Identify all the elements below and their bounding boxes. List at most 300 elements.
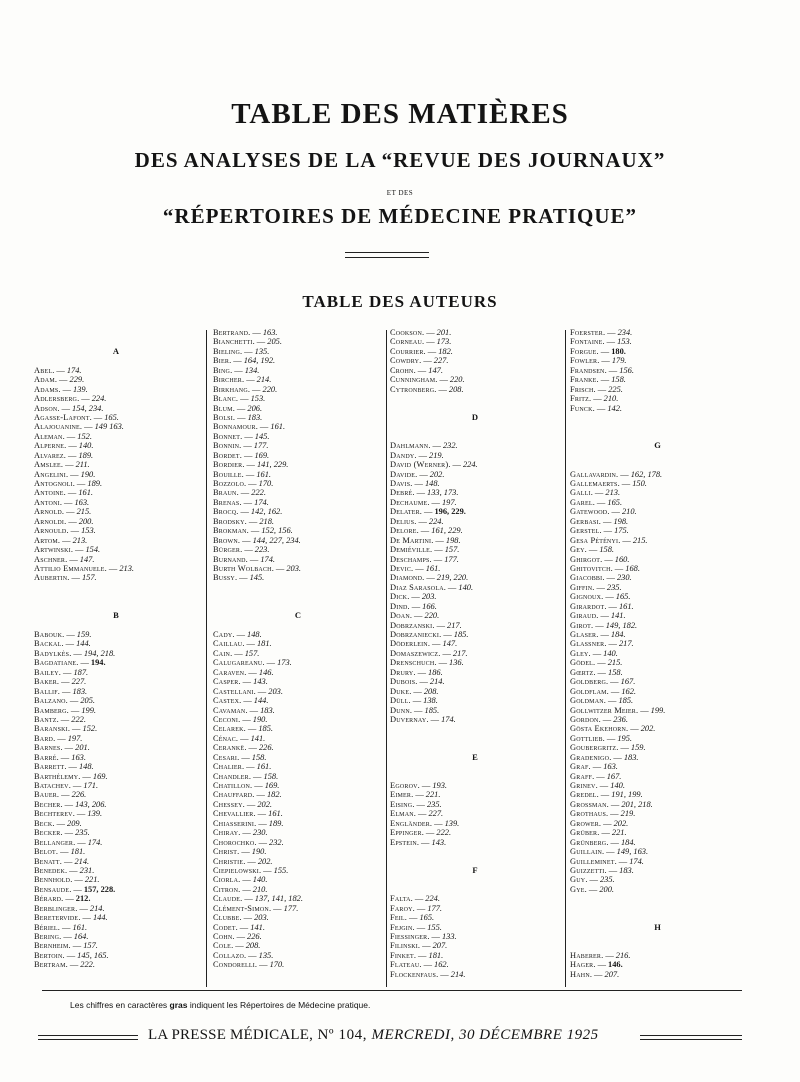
author-name: Chatillon [213,781,251,790]
page-reference: 173. [277,658,292,668]
author-entry: Ceconi. — 190. [213,714,268,724]
author-entry: Arnold. — 215. [34,507,92,517]
author-entry: Cavaman. — 183. [213,705,275,715]
page-reference: 181. [428,950,444,960]
author-name: Bussy [213,573,235,583]
author-name: Condorelli [213,960,255,970]
page-reference: 147. [442,639,458,649]
author-entry: Baranski. — 152. [34,724,98,734]
author-name: Guy [570,875,586,885]
author-entry: Baker. — 227. [34,677,87,687]
page-reference: 160. [614,554,630,564]
page-reference: 181. [70,847,86,857]
author-name: Grower [570,818,599,828]
page-reference: 206. [247,403,263,413]
author-entry: Debré. — 133, 173. [390,488,459,498]
author-name: Aschner [34,554,66,564]
author-entry: Cain. — 157. [213,648,260,658]
author-entry: Domaszewicz. — 217. [390,648,468,658]
author-name: Babouk [34,630,63,639]
author-entry: Bellanger. — 174. [34,837,103,847]
author-entry: Gösta Ekehorn. — 202. [570,724,656,734]
page-reference: 154, 234. [72,403,104,413]
page-reference: 166. [422,601,437,611]
author-name: Franke [570,375,597,385]
author-name: Barnes [34,743,61,753]
author-name: Crohn [390,365,414,375]
author-entry: Bering. — 164. [34,932,89,941]
author-name: Davide [390,469,416,479]
page-reference: 201, 218. [621,799,653,809]
page-reference: 135. [258,950,274,960]
author-name: Cookson [390,328,422,337]
author-entry: Epstein. — 143. [390,837,447,847]
author-name: Dahlmann [390,441,429,451]
letter-heading: E [472,751,478,762]
page-reference: 162. [434,960,449,970]
author-entry: Engländer. — 139. [390,818,460,828]
author-entry: Gey. — 158. [570,545,614,555]
spacer [34,592,198,601]
author-entry: Cole. — 208. [213,941,261,951]
author-entry: Dahlmann. — 232. [390,441,458,451]
page-reference: 140. [610,781,625,790]
author-entry: Citron. — 210. [213,884,268,894]
author-name: Blum [213,403,233,413]
author-name: Bauer [34,790,57,800]
author-entry: Claude. — 137, 141, 182. [213,894,303,904]
author-entry: Blanc. — 153. [213,394,266,404]
letter-heading: G [654,440,661,451]
footnote [70,1000,370,1010]
page-reference: 221. [84,875,100,885]
page-reference: 203. [286,563,301,573]
author-entry: Dunn. — 185. [390,705,440,715]
author-entry: Dick. — 203. [390,592,437,602]
author-entry: Dandy. — 219. [390,450,444,460]
author-entry: Adams. — 139. [34,384,88,394]
spacer [390,422,560,431]
author-name: Graf [570,762,589,772]
page-reference: 143, 206. [75,799,107,809]
author-name: Bürger [213,545,241,555]
author-entry: Flockenfaus. — 214. [390,969,466,979]
author-name: Beretervide [34,913,79,923]
author-name: Grinev [570,781,596,790]
author-entry: Bennhold. — 221. [34,875,100,885]
spacer [390,762,560,771]
author-entry: Gesa Pétényi. — 215. [570,535,648,545]
page-reference: 144, 227, 234. [252,535,301,545]
author-entry: Belot. — 181. [34,847,86,857]
page-reference: 156. [619,365,634,375]
author-name: Ballif [34,686,58,696]
page-reference: 145, 165. [77,950,109,960]
page-reference: 224. [462,460,478,470]
author-entry: Beretervide. — 144. [34,913,108,923]
author-name: Christ [213,847,238,857]
author-entry: Egorov. — 193. [390,781,447,790]
page-reference: 149, 182. [605,620,638,630]
page-reference: 185. [618,696,634,706]
page-reference: 157, 228. [83,884,116,894]
page-reference: 210. [621,507,637,517]
author-entry: Falta. — 224. [390,894,440,904]
author-entry: Arnould. — 153. [34,526,96,536]
page-reference: 205. [80,696,95,706]
footnote-bold-word: gras [169,1000,188,1010]
page-footer [0,1026,800,1046]
author-entry: Bard. — 197. [34,733,83,743]
author-entry: Galli. — 213. [570,488,621,498]
page-reference: 189. [268,818,284,828]
author-entry: Dubois. — 214. [390,677,445,687]
author-name: Eimer [390,790,412,800]
author-entry: Glassner. — 217. [570,639,634,649]
author-entry: Feil. — 165. [390,913,435,923]
author-entry: Graf. — 163. [570,762,618,772]
author-name: Domaszewicz [390,648,439,658]
author-entry: Garel. — 165. [570,497,623,507]
issue-number: Nº 104, [317,1027,368,1043]
author-entry: Aleman. — 152. [34,431,92,441]
author-name: Agasse-Lafont [34,412,90,422]
page-reference: 207. [432,941,448,951]
page-reference: 191, 199. [611,790,643,800]
author-entry: Calugareanu. — 173. [213,658,292,668]
author-entry: Barnes. — 201. [34,743,90,753]
author-entry: Bamberg. — 199. [34,705,96,715]
author-entry: Barrett. — 148. [34,762,94,772]
author-entry: Antoine. — 161. [34,488,93,498]
page-reference: 226. [258,743,274,753]
author-name: Dick [390,592,408,602]
page-reference: 199. [650,705,666,715]
author-name: Gesa Pétényi [570,535,619,545]
author-name: Gollwitzer Meier [570,705,636,715]
author-name: Bertram [34,960,66,970]
author-name: Bériel [34,922,58,932]
page-reference: 220. [424,611,440,621]
author-entry: Brocq. — 142, 162. [213,507,283,517]
author-entry: Chandler. — 158. [213,771,279,781]
page-reference: 227. [428,809,444,819]
page-reference: 175. [614,526,629,536]
author-name: Goldberg [570,677,606,687]
page-reference: 209. [67,818,82,828]
page-reference: 147. [428,365,443,375]
author-name: Bérard [34,894,62,904]
author-entry: Angelini. — 190. [34,469,96,479]
page-reference: 174. [254,497,269,507]
page-reference: 164, 192. [243,356,276,366]
page-reference: 158. [599,545,614,555]
author-name: David (Werner) [390,460,449,470]
spacer [570,932,745,941]
author-entry: Fowler. — 179. [570,356,627,366]
page-reference: 161. [618,601,634,611]
subtitle: DES ANALYSES DE LA “REVUE DES JOURNAUX” [134,148,666,172]
page-reference: 207. [604,969,620,979]
page-reference: 232. [442,441,458,451]
author-name: Brokman [213,526,247,536]
author-entry: Babouk. — 159. [34,630,92,639]
author-entry: Cénac. — 141. [213,733,266,743]
page-reference: 137, 141, 182. [254,894,303,904]
author-entry: Christ. — 190. [213,847,267,857]
page-reference: 189. [78,450,94,460]
subtitle-connector: ET DES [386,189,414,197]
author-name: Chiasserini [213,818,255,828]
author-name: Cain [213,648,231,658]
page-reference: 190. [252,714,268,724]
author-entry: Chauffard. — 182. [213,790,282,800]
author-name: Egorov [390,781,418,790]
author-name: Eppinger [390,828,422,838]
author-name: Barrett [34,762,65,772]
author-entry: Bing. — 134. [213,365,260,375]
page-reference: 161, 229. [431,526,463,536]
page-reference: 200. [78,516,94,526]
author-column-4 [570,328,745,988]
spacer [570,894,745,903]
page-reference: 221. [611,828,627,838]
author-entry: Chevallier. — 161. [213,809,283,819]
page-reference: 220. [449,375,465,385]
author-entry: Bürger. — 223. [213,545,270,555]
author-name: Hager [570,960,594,970]
page-reference: 217. [618,639,634,649]
author-name: Doan [390,611,410,621]
author-entry: Gredel. — 191, 199. [570,790,643,800]
page-reference: 223. [254,545,270,555]
page-reference: 214. [74,856,90,866]
author-name: De Martini [390,535,432,545]
page-reference: 144. [76,639,91,649]
page-reference: 211. [75,460,90,470]
author-entry: Doan. — 220. [390,611,440,621]
author-name: Cénac [213,733,236,743]
author-entry: Döderlein. — 147. [390,639,458,649]
author-name: Hahn [570,969,590,979]
author-name: Cole [213,941,232,951]
page-reference: 220. [262,384,278,394]
author-name: Dunn [390,705,410,715]
page-reference: 163. [71,752,86,762]
page-reference: 186. [428,667,443,677]
author-name: Gödel [570,658,594,668]
author-name: Collazo [213,950,244,960]
page-reference: 182. [438,346,453,356]
page-reference: 174. [87,837,103,847]
page-reference: 224. [91,394,107,404]
author-name: Fontaine [570,337,603,347]
author-entry: Cerankë. — 226. [213,743,274,753]
author-entry: Bier. — 164, 192. [213,356,276,366]
author-name: Foerster [570,328,603,337]
author-name: Benedek [34,865,65,875]
author-entry: Guizzetti. — 183. [570,865,634,875]
author-entry: Haberer. — 216. [570,950,631,960]
author-entry: Davide. — 202. [390,469,445,479]
author-entry: Cowdry. — 227. [390,356,449,366]
author-name: Glassner [570,639,605,649]
author-entry: Barthélemy. — 169. [34,771,108,781]
author-name: Bonnet [213,431,241,441]
author-name: Burnand [213,554,246,564]
author-name: Blanc [213,394,236,404]
author-entry: Cady. — 148. [213,630,262,639]
author-entry: Graff. — 167. [570,771,622,781]
author-entry: Bolsi. — 183. [213,412,263,422]
page-reference: 150. [632,479,647,488]
author-name: Cerankë [213,743,245,753]
page-reference: 208. [423,686,439,696]
author-entry: Cookson. — 201. [390,328,452,337]
page-reference: 147. [79,554,95,564]
author-entry: Giraud. — 141. [570,611,626,621]
author-name: Adams [34,384,59,394]
author-entry: Attilio Emmanuele. — 213. [34,563,134,573]
page-reference: 184. [610,630,626,639]
spacer [34,621,198,630]
spacer [390,772,560,781]
page-reference: 177. [253,441,269,451]
author-entry: Gerbasi. — 198. [570,516,629,526]
page-reference: 161. [256,762,272,772]
author-entry: Bensaude. — 157, 228. [34,884,116,894]
author-entry: Bechterev. — 139. [34,809,103,819]
author-entry: Fontaine. — 153. [570,337,632,347]
page-reference: 194. [90,658,106,668]
author-name: Bianchetti [213,337,253,347]
author-name: Corneau [390,337,422,347]
author-entry: Chessey. — 202. [213,799,272,809]
author-entry: Delius. — 224. [390,516,444,526]
author-name: Gatewood [570,507,608,517]
author-entry: Alperne. — 140. [34,441,94,451]
author-name: Bonnamour [213,422,256,432]
author-name: Dind [390,601,408,611]
author-name: Bailey [34,667,59,677]
author-name: Garel [570,497,593,507]
author-entry: Chiray. — 230. [213,828,268,838]
author-name: Cowdry [390,356,420,366]
spacer [570,413,745,422]
page-reference: 148. [78,762,94,772]
page-reference: 136. [449,658,464,668]
page-reference: 159. [76,630,92,639]
author-name: Cytronberg [390,384,435,394]
page-reference: 214. [89,903,105,913]
author-name: Cesari [213,752,238,762]
section-title: TABLE DES AUTEURS [302,292,498,311]
author-name: Bertrand [213,328,249,337]
author-entry: Bieling. — 135. [213,346,270,356]
page-reference: 139. [73,384,88,394]
author-name: Chiray [213,828,239,838]
author-name: Becker [34,828,61,838]
author-name: Girardot [570,601,605,611]
author-entry: Davis. — 148. [390,479,440,488]
page-reference: 202. [429,469,445,479]
page-title: TABLE DES MATIÈRES [231,98,569,130]
author-entry: Flateau. — 162. [390,960,449,970]
author-name: Gerbasi [570,516,599,526]
footer-rule-left [38,1035,138,1040]
author-entry: Birkhang. — 220. [213,384,278,394]
author-entry: Devic. — 161. [390,563,441,573]
author-entry: Deschamps. — 177. [390,554,459,564]
page-reference: 144. [253,696,269,706]
author-entry: Goldberg. — 167. [570,677,636,687]
column-divider [386,330,387,987]
author-name: Courrier [390,346,424,356]
author-entry: Forgue. — 180. [570,346,626,356]
page-reference: 167. [620,677,636,687]
page-reference: 143. [253,677,268,687]
spacer [390,875,560,884]
page-reference: 161. [72,922,88,932]
page-reference: 174. [629,856,644,866]
author-entry: Clubbe. — 203. [213,913,269,923]
page-reference: 169. [254,450,270,460]
author-entry: Casper. — 143. [213,677,268,687]
author-name: Giffin [570,582,593,592]
author-name: Bennhold [34,875,71,885]
author-entry: Balzano. — 205. [34,696,95,706]
author-name: Gradenigo [570,752,610,762]
author-entry: Cohn. — 226. [213,932,262,941]
page-reference: 222. [251,488,266,498]
page-reference: 133, 173. [427,488,459,498]
page-reference: 162. [621,686,636,696]
page-reference: 235. [599,875,615,885]
author-entry: Goldflam. — 162. [570,686,636,696]
author-name: Gallemaerts [570,479,618,488]
spacer [570,941,745,950]
author-name: Guizzetti [570,865,605,875]
author-entry: Ciorla. — 140. [213,875,268,885]
author-name: Feil [390,913,405,923]
page-reference: 208. [448,384,464,394]
author-entry: Grinev. — 140. [570,781,625,790]
page-reference: 221. [425,790,441,800]
page-reference: 185. [424,705,440,715]
author-entry: Grossman. — 201, 218. [570,799,653,809]
title-ornament-rule [345,252,429,258]
author-entry: Guy. — 235. [570,875,615,885]
author-entry: Delore. — 161, 229. [390,526,463,536]
author-name: Falta [390,894,411,904]
column-divider [565,330,566,987]
author-entry: Crohn. — 147. [390,365,443,375]
letter-heading: D [471,411,479,422]
author-name: Gallavardin [570,469,617,479]
letter-heading: F [472,864,478,875]
page-reference: 165. [104,412,119,422]
author-name: Ciepielowski [213,865,259,875]
page-reference: 163. [603,762,618,772]
spacer [570,904,745,913]
page-reference: 164. [73,932,89,941]
author-entry: Dobrzaniecki. — 185. [390,630,469,639]
author-entry: Bérard. — 212. [34,894,91,904]
author-entry: Alvarez. — 189. [34,450,94,460]
author-name: Frandsen [570,365,605,375]
author-name: Chandler [213,771,249,781]
author-name: Backal [34,639,62,649]
